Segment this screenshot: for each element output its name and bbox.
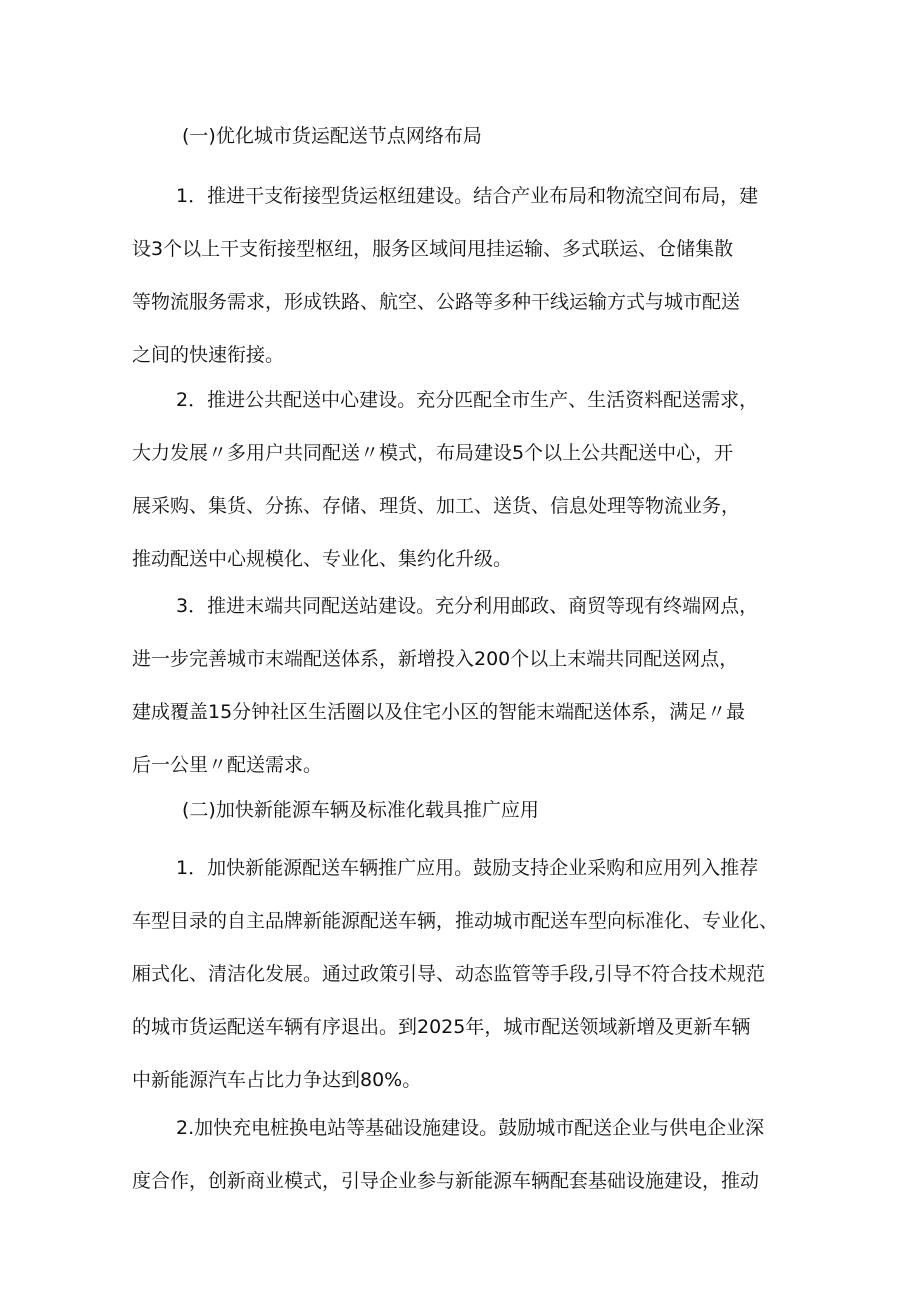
- section-heading-1-text: (一)优化城市货运配送节点网络布局: [182, 125, 482, 147]
- section-heading-1: [132, 110, 792, 163]
- section-heading-2-text: (二)加快新能源车辆及标准化载具推广应用: [182, 799, 539, 821]
- paragraph-4-line-5: 中新能源汽车占比力争达到80%。: [132, 1069, 422, 1091]
- paragraph-4-line-2: 车型目录的自主品牌新能源配送车辆，推动城市配送车型向标准化、专业化、: [132, 910, 779, 932]
- paragraph-1-line-1: 1．推进干支衔接型货运枢纽建设。结合产业布局和物流空间布局，建: [176, 185, 759, 207]
- paragraph-2-line-2: 大力发展〃多用户共同配送〃模式，布局建设5个以上公共配送中心，开: [132, 442, 734, 464]
- paragraph-4-line-1: 1．加快新能源配送车辆推广应用。鼓励支持企业采购和应用列入推荐: [176, 857, 759, 879]
- paragraph-4-line-3: 厢式化、清洁化发展。通过政策引导、动态监管等手段,引导不符合技术规范: [132, 963, 766, 985]
- paragraph-3-line-1: 3．推进末端共同配送站建设。充分利用邮政、商贸等现有终端网点，: [176, 595, 759, 617]
- paragraph-4-line-4: 的城市货运配送车辆有序退出。到2025年，城市配送领域新增及更新车辆: [132, 1016, 751, 1038]
- paragraph-4: [132, 842, 792, 1107]
- paragraph-2-line-4: 推动配送中心规模化、专业化、集约化升级。: [132, 548, 513, 570]
- paragraph-1-line-2: 设3个以上干支衔接型枢纽，服务区域间甩挂运输、多式联运、仓储集散: [132, 238, 734, 260]
- paragraph-3-line-2: 进一步完善城市末端配送体系，新增投入200个以上末端共同配送网点，: [132, 648, 739, 670]
- paragraph-5-line-1: 2.加快充电桩换电站等基础设施建设。鼓励城市配送企业与供电企业深: [176, 1117, 765, 1139]
- section-heading-2: [132, 784, 792, 837]
- paragraph-5-line-2: 度合作，创新商业模式，引导企业参与新能源车辆配套基础设施建设，推动: [132, 1170, 760, 1192]
- paragraph-1: [132, 170, 792, 382]
- paragraph-3-line-4: 后一公里〃配送需求。: [132, 754, 323, 776]
- paragraph-2-line-3: 展采购、集货、分拣、存储、理货、加工、送货、信息处理等物流业务，: [132, 495, 741, 517]
- paragraph-3: [132, 580, 792, 792]
- paragraph-2: [132, 374, 792, 586]
- paragraph-1-line-4: 之间的快速衔接。: [132, 344, 285, 366]
- paragraph-5: [132, 1102, 792, 1208]
- paragraph-3-line-3: 建成覆盖15分钟社区生活圈以及住宅小区的智能末端配送体系，满足〃最: [132, 701, 746, 723]
- paragraph-2-line-1: 2．推进公共配送中心建设。充分匹配全市生产、生活资料配送需求，: [176, 389, 759, 411]
- paragraph-1-line-3: 等物流服务需求，形成铁路、航空、公路等多种干线运输方式与城市配送: [132, 291, 741, 313]
